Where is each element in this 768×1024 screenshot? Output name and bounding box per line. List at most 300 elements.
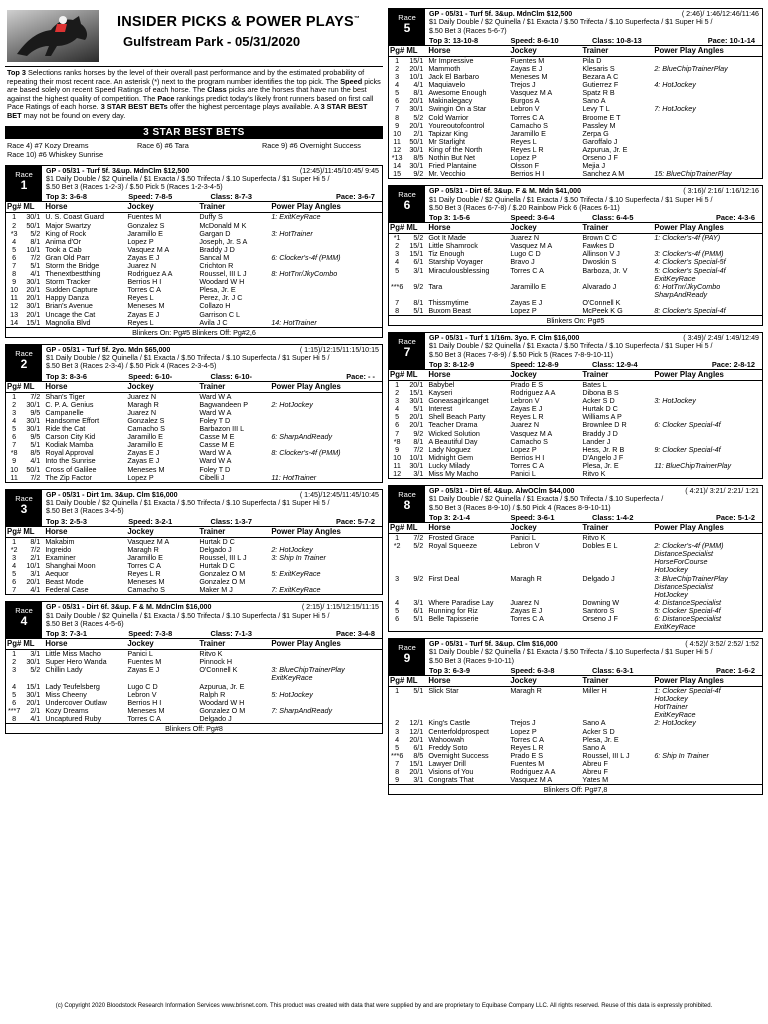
power-play-angle: 5: HotJockey [271, 690, 313, 699]
power-play-angle [270, 262, 382, 270]
morning-line: 7/2 [30, 253, 41, 262]
pace-picks: Pace: 5-1-2 [715, 513, 755, 523]
program-number: 12 [393, 145, 402, 154]
program-number: 3 [12, 666, 17, 675]
blinkers-note: Blinkers On: Pg#5 Blinkers Off: Pg#2,6 [6, 327, 382, 337]
trainer-name: Klesaris S [582, 64, 615, 73]
program-number: 10 [10, 465, 19, 474]
trainer-name: Delgado J [199, 545, 232, 554]
table-row [6, 254, 382, 262]
table-row [6, 578, 382, 586]
table-row [6, 658, 382, 666]
trainer-name: Woodard W H [199, 698, 245, 707]
jockey-name: Torres C A [127, 561, 161, 570]
blinkers-note: Blinkers On: Pg#5 [389, 315, 762, 325]
jockey-name: Lopez P [510, 154, 537, 163]
power-play-angle [653, 430, 762, 438]
jockey-name: Prado E S [510, 380, 544, 390]
horse-name: Royal Approval [45, 449, 94, 458]
program-number: 1 [12, 392, 17, 401]
table-row [6, 699, 382, 707]
horse-name: Mr Starlight [428, 137, 466, 146]
horse-name: Uncaptured Ruby [45, 714, 102, 723]
horse-name: The Zip Factor [45, 473, 93, 482]
morning-line: 2/1 [30, 553, 41, 562]
program-number: 2 [395, 242, 400, 251]
post-times: ( 1:15)/12:15/11:15/10:15 [299, 345, 379, 354]
trainer-name: Dobles E L [582, 542, 618, 551]
power-play-angle [653, 438, 762, 446]
race-number: 8 [403, 498, 411, 513]
table-row [389, 462, 762, 470]
morning-line: 20/1 [409, 413, 424, 422]
horse-name: Babybel [428, 380, 455, 390]
race-header [6, 490, 382, 526]
trainer-name: Sancal M [199, 253, 230, 262]
table-row [389, 776, 762, 784]
table-row [389, 397, 762, 405]
morning-line: 5/1 [30, 262, 41, 271]
jockey-name: Vasquez M A [510, 429, 553, 438]
horse-name: King's Castle [428, 719, 471, 728]
trainer-name: Plesa, Jr. E [199, 286, 236, 295]
trainer-name [198, 674, 270, 682]
race-info [42, 490, 382, 526]
morning-line: 20/1 [409, 97, 424, 106]
race-info [425, 9, 762, 45]
power-play-angle [270, 392, 382, 401]
wagers-line-1: $1 Daily Double / $2 Quinella / $1 Exacta / $.50 Trifecta / $.10 Superfecta / $1 Super Hi 5 / [46, 354, 330, 363]
table-row [389, 97, 762, 105]
program-number: 5 [12, 690, 17, 699]
power-play-angle: 8: Clocker's-4f (PMM) [271, 449, 341, 458]
horse-name: Goneasagirlcanget [428, 397, 489, 406]
speed-picks: Speed: 3-6-4 [510, 213, 555, 223]
program-number [389, 566, 405, 574]
trainer-name: Bates L [582, 380, 607, 390]
program-number: 5 [12, 569, 17, 578]
program-number [389, 291, 405, 299]
program-number: 9 [395, 776, 400, 785]
horse-name: Miss Cheeny [45, 690, 87, 699]
horse-name: Awesome Enough [428, 89, 487, 98]
table-row [6, 650, 382, 659]
col-horse: Horse [427, 223, 509, 234]
power-play-angle [270, 683, 382, 691]
program-number: 7 [12, 586, 17, 595]
table-row [389, 703, 762, 711]
trainer-name: Pila D [582, 56, 602, 65]
program-number: 11 [10, 294, 18, 303]
table-row [389, 56, 762, 65]
jockey-name: Berrios H I [510, 170, 545, 179]
power-play-angle [270, 650, 382, 659]
morning-line: 5/1 [413, 307, 424, 316]
morning-line: 12/1 [409, 727, 424, 736]
col-pg: Pg# [390, 223, 405, 233]
col-pg: Pg# [7, 381, 22, 391]
col-ml: ML [22, 526, 44, 537]
class-picks: Class: 12-9-4 [592, 360, 638, 370]
jockey-name: Jaramillo E [127, 553, 163, 562]
race-info [425, 333, 762, 369]
horse-name: Fried Plantaine [428, 162, 477, 171]
power-play-angle: 11: HotTrainer [271, 473, 317, 482]
jockey-name: Prado E S [510, 751, 544, 760]
program-number: *2 [393, 542, 401, 551]
program-number: 4 [395, 405, 400, 414]
horse-name: Thissmytime [428, 298, 469, 307]
pace-picks: Pace: 5-7-2 [335, 516, 375, 526]
trainer-name: Gonzalez O M [199, 706, 246, 715]
program-number: 12 [10, 302, 19, 311]
post-times: ( 2:15)/ 1:15/12:15/11:15 [301, 603, 379, 612]
power-play-angle: 4: DistanceSpecialist [654, 598, 722, 607]
trainer-name: Allinson V J [582, 250, 620, 259]
horse-name: Took a Cab [45, 245, 82, 254]
trainer-name: Miller H [582, 686, 607, 696]
col-trainer: Trainer [581, 223, 653, 234]
horse-name: Starship Voyager [428, 258, 484, 267]
table-row [6, 586, 382, 594]
morning-line: 7/2 [30, 473, 41, 482]
horse-name: Handsome Effort [45, 416, 100, 425]
morning-line: 30/1 [26, 690, 41, 699]
power-play-angle [653, 405, 762, 413]
table-row [6, 246, 382, 254]
horse-name: Brian's Avenue [45, 302, 93, 311]
top3-picks: Top 3: 6-3-9 [429, 666, 470, 676]
col-jockey: Jockey [126, 639, 198, 650]
wagers-line-1: $1 Daily Double / $2 Quinella / $1 Exacta / $.50 Trifecta / $.10 Superfecta / $1 Super Hi 5 / [429, 342, 713, 351]
horses-table [389, 522, 762, 631]
trainer-name [581, 591, 653, 599]
power-play-angle [653, 299, 762, 307]
power-play-angle: 4: Clocker's Special-5f [654, 258, 726, 267]
program-number: 5 [395, 89, 400, 98]
morning-line: 20/1 [409, 380, 424, 390]
trainer-name: Zerpa G [582, 129, 609, 138]
jockey-name: Bravo J [510, 258, 535, 267]
power-play-angle [270, 278, 382, 286]
program-number: 10 [393, 453, 402, 462]
col-pg: Pg# [390, 523, 405, 533]
trainer-name: Orseno J F [582, 154, 618, 163]
jockey-name: Vasquez M A [510, 242, 553, 251]
table-header-row [389, 523, 762, 534]
pace-picks: Pace: - - [346, 371, 375, 381]
table-row [389, 389, 762, 397]
jockey-name: Meneses M [127, 706, 165, 715]
trainer-name: Gutierrez F [582, 81, 619, 90]
jockey-name: Maragh R [127, 400, 159, 409]
wagers-line-2: $.50 Bet 3 (Races 4-5-6) [46, 619, 124, 628]
jockey-name: Torres C A [510, 735, 544, 744]
power-play-angle: 9: Clocker Special-4f [654, 445, 721, 454]
col-power-play-angles: Power Play Angles [270, 381, 382, 392]
power-play-angle: 5: Clocker Special-4f [654, 606, 721, 615]
col-horse: Horse [427, 370, 509, 381]
trainer-name: Lander J [582, 437, 611, 446]
table-row [389, 719, 762, 727]
power-play-angle [270, 715, 382, 723]
morning-line: 6/1 [413, 258, 424, 267]
jockey-name [509, 695, 581, 703]
program-number: 4 [12, 416, 17, 425]
race-conditions: GP - 05/31 - Turf 5f. 3&up. MdnClm $12,500 [46, 166, 190, 175]
morning-line: 30/1 [26, 212, 41, 222]
program-number: 7 [12, 441, 17, 450]
horse-name: Ride the Cat [45, 425, 86, 434]
morning-line [405, 703, 427, 711]
table-row [389, 130, 762, 138]
table-row [389, 258, 762, 266]
jockey-name: Torres C A [510, 113, 544, 122]
power-play-angle [270, 562, 382, 570]
program-number: 4 [395, 258, 400, 267]
table-row [389, 736, 762, 744]
horse-name: Campanelle [45, 408, 84, 417]
trainer-name: Passley M [582, 121, 616, 130]
program-number [389, 550, 405, 558]
morning-line: 5/1 [30, 441, 41, 450]
wagers-line-1: $1 Daily Double / $2 Quinella / $1 Exacta / $.50 Trifecta / $.10 Superfecta / $1 Super Hi 5 / [46, 498, 330, 507]
jockey-name: Reyes L R [510, 743, 544, 752]
horses-table [6, 526, 382, 595]
morning-line: 15/1 [409, 250, 424, 259]
post-times: ( 2:46)/ 1:46/12:46/11:46 [681, 10, 759, 18]
table-row [6, 666, 382, 674]
col-power-play-angles: Power Play Angles [270, 202, 382, 213]
trainer-name: Woodard W H [199, 278, 245, 287]
trainer-name: Avila J C [199, 318, 228, 327]
best-bet-item: Race 9) #6 Overnight Success [262, 140, 361, 150]
table-row [6, 546, 382, 554]
trainer-name: Ward W A [199, 457, 232, 466]
table-row [389, 154, 762, 162]
morning-line: 20/1 [409, 421, 424, 430]
class-picks: Class: 6-3-1 [592, 666, 634, 676]
table-row [6, 294, 382, 302]
horse-name [427, 703, 509, 711]
table-row [389, 299, 762, 307]
jockey-name: Maragh R [127, 545, 159, 554]
power-play-angle: 6: Clocker Special-4f [654, 421, 721, 430]
race-number: 4 [20, 614, 28, 629]
trainer-name: Garoffalo J [582, 137, 618, 146]
trainer-name: Casse M E [199, 433, 235, 442]
program-number: ***7 [7, 706, 21, 715]
col-ml: ML [405, 523, 427, 534]
pace-picks: Pace: 3-4-8 [335, 629, 375, 639]
race-ratings [46, 629, 379, 638]
race-header [389, 639, 762, 675]
table-row [389, 275, 762, 283]
col-jockey: Jockey [126, 526, 198, 537]
program-number: 2 [12, 400, 17, 409]
power-play-angle [653, 413, 762, 421]
race-6-block [388, 185, 763, 326]
trainer-name [581, 550, 653, 558]
pace-picks: Pace: 2-8-12 [711, 360, 755, 370]
power-play-angle [653, 242, 762, 250]
table-row [389, 752, 762, 760]
wagers-line-2: $.50 Bet 3 (Races 3-4-5) [46, 507, 124, 516]
best-bets-header: 3 STAR BEST BETS [5, 126, 383, 139]
table-row [389, 728, 762, 736]
morning-line: 2/1 [30, 706, 41, 715]
program-number: 4 [395, 81, 400, 90]
jockey-name: Reyes L [127, 318, 154, 327]
program-number: 6 [395, 97, 400, 106]
top3-picks: Top 3: 13-10-8 [429, 35, 479, 45]
jockey-name: Meneses M [127, 578, 165, 587]
col-horse: Horse [427, 45, 509, 56]
table-row [389, 566, 762, 574]
wagers-line-2: $.50 Bet 3 (Races 2-3-4) / $.50 Pick 4 (Races 2-3-4-5) [46, 362, 217, 371]
power-play-angle [270, 425, 382, 433]
morning-line: 8/5 [30, 449, 41, 458]
morning-line: 4/1 [30, 714, 41, 723]
program-number: 1 [395, 686, 400, 696]
power-play-angle [270, 466, 382, 474]
horse-name: Kayseri [428, 389, 453, 398]
table-header-row [6, 526, 382, 537]
table-row [6, 286, 382, 294]
post-times: (12:45)/11:45/10:45/ 9:45 [299, 166, 379, 175]
power-play-angle [653, 122, 762, 130]
program-number: *2 [10, 545, 18, 554]
table-row [389, 760, 762, 768]
program-number: 3 [395, 727, 400, 736]
power-play-angle [653, 73, 762, 81]
power-play-angle [653, 114, 762, 122]
horse-name: Federal Case [45, 586, 89, 595]
trainer-name [581, 275, 653, 283]
col-trainer: Trainer [581, 676, 653, 687]
program-number: 6 [12, 253, 17, 262]
program-number: 10 [393, 129, 402, 138]
horse-name [427, 591, 509, 599]
wagers-line-1: $1 Daily Double / $2 Quinella / $1 Exacta / $.50 Trifecta / $.10 Superfecta / $1 Super Hi 5 / [46, 174, 330, 183]
trainer-name: Maker M J [199, 586, 233, 595]
jockey-name: Torres C A [127, 286, 161, 295]
power-play-angle: 8: Clocker's Special-4f [654, 307, 726, 316]
table-row [389, 405, 762, 413]
pace-picks: Pace: 4-3-6 [715, 213, 755, 223]
horse-name: Frosted Grace [428, 533, 475, 543]
trainer-name [581, 695, 653, 703]
speed-picks: Speed: 3-6-1 [510, 513, 555, 523]
table-header-row [389, 676, 762, 687]
morning-line: 4/1 [30, 457, 41, 466]
jockey-name: Lopez P [127, 237, 154, 246]
table-row [389, 381, 762, 390]
horse-silhouette-icon [7, 10, 99, 62]
speed-picks: Speed: 6-10- [128, 371, 173, 381]
horse-name: Lady Noguez [428, 445, 471, 454]
col-trainer: Trainer [198, 202, 270, 213]
table-row [389, 615, 762, 623]
jockey-name [509, 550, 581, 558]
jockey-name: Torres C A [510, 461, 544, 470]
power-play-angle [653, 154, 762, 162]
horse-name: Visions of You [428, 767, 474, 776]
program-number: 1 [395, 533, 400, 543]
horse-name: Wahoowah [428, 735, 465, 744]
table-row [6, 474, 382, 482]
morning-line: 20/1 [409, 64, 424, 73]
morning-line: 3/1 [413, 470, 424, 479]
table-row [389, 307, 762, 315]
jockey-name [126, 674, 198, 682]
race-info [425, 486, 762, 522]
power-play-angle: 2: Clocker's-4f (PMM) [654, 542, 724, 551]
table-row [389, 607, 762, 615]
table-row [6, 674, 382, 682]
col-jockey: Jockey [509, 45, 581, 56]
program-number: 5 [395, 266, 400, 275]
trainer-name [581, 703, 653, 711]
horse-name: Magnolia Blvd [45, 318, 91, 327]
morning-line [405, 291, 427, 299]
power-play-angle [653, 534, 762, 543]
power-play-angle [653, 130, 762, 138]
trainer-name: Hurtak D C [199, 561, 235, 570]
morning-line: 8/1 [413, 437, 424, 446]
table-row [389, 446, 762, 454]
power-play-angle: 2: HotJockey [271, 545, 313, 554]
morning-line: 8/5 [413, 751, 424, 760]
power-play-angle [653, 454, 762, 462]
morning-line: 2/1 [413, 129, 424, 138]
program-number: 3 [395, 574, 400, 583]
morning-line: 3/1 [413, 598, 424, 607]
trainer-name: Barbazon III L [199, 425, 245, 434]
power-play-angle [270, 457, 382, 465]
post-times: ( 1:45)/12:45/11:45/10:45 [299, 490, 379, 499]
trainer-name: Casse M E [199, 441, 235, 450]
morning-line: 7/2 [30, 392, 41, 401]
race-header [6, 345, 382, 381]
jockey-name: Rodriguez A A [127, 270, 173, 279]
jockey-name: Torres C A [127, 714, 161, 723]
horse-name: Mr Impressive [428, 56, 474, 65]
trainer-name: Braddy J D [199, 245, 235, 254]
jockey-name: Gonzalez S [127, 221, 165, 230]
power-play-angle: HotJockey [654, 590, 688, 599]
horse-name [427, 695, 509, 703]
race-1-block [5, 165, 383, 338]
power-play-angle: 11: BlueChipTrainerPlay [654, 461, 732, 470]
jockey-name: Torres C A [510, 614, 544, 623]
jockey-name: Camacho S [510, 437, 548, 446]
morning-line: 10/1 [409, 453, 424, 462]
program-number: 3 [12, 553, 17, 562]
horse-name [427, 566, 509, 574]
table-row [6, 392, 382, 401]
jockey-name: Lugo C D [127, 682, 158, 691]
program-number: 6 [395, 421, 400, 430]
morning-line: 30/1 [26, 302, 41, 311]
horse-name: Mammoth [428, 64, 461, 73]
horse-name: Interest [428, 405, 453, 414]
jockey-name: Vasquez M A [127, 245, 170, 254]
col-pg: Pg# [390, 676, 405, 686]
table-row [389, 470, 762, 478]
jockey-name: Berrios H I [127, 278, 162, 287]
power-play-angle: 7: ExitKeyRace [271, 586, 321, 595]
